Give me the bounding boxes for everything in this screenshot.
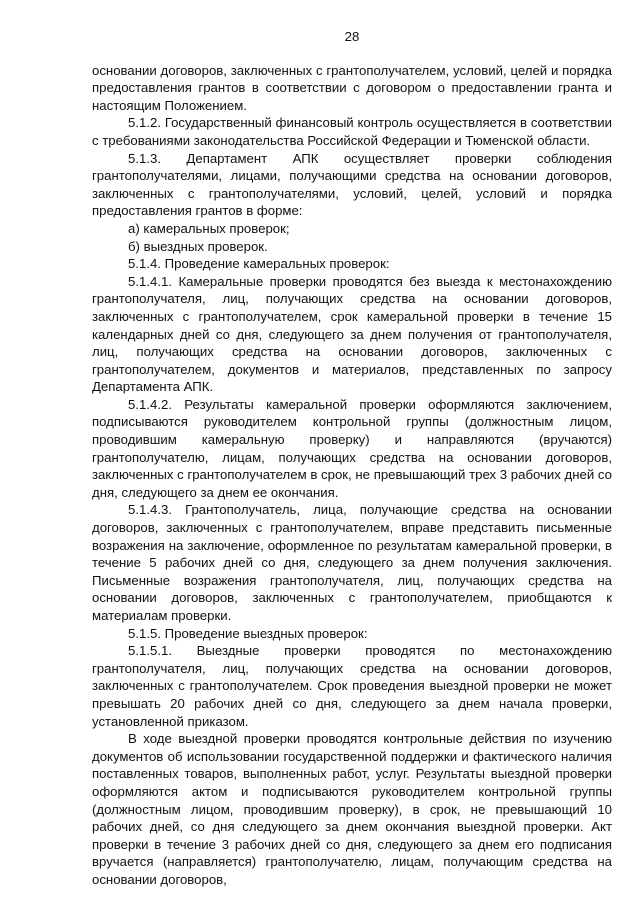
document-body xyxy=(92,62,612,889)
paragraph: 5.1.4.3. Грантополучатель, лица, получающие средства на основании договоров, заключенных с грантополучателем, вправе представить письменные возражения на заключение, оформленное по результатам камеральной проверки, в течение 5 рабочих дней со дня, следующего за днем получения заключения. Письменные возражения грантополучателя, лиц, получающих средства на основании договоров, заключенных с грантополучателем, приобщаются к материалам проверки. xyxy=(92,502,612,623)
section-heading: 5.1.4. Проведение камеральных проверок: xyxy=(128,256,390,272)
paragraph: 5.1.4.1. Камеральные проверки проводятся без выезда к местонахождению грантополучателя, лиц, получающих средства на основании договоров, заключенных с грантополучателем, срок камеральной проверки в течение 15 календарных дней со дня, следующего за днем получения от грантополучателя, лиц, получающих средства на основании договоров, заключенных с грантополучателем, документов и материалов, представленных по запросу Департамента АПК. xyxy=(92,273,612,395)
paragraph: 5.1.2. Государственный финансовый контроль осуществляется в соответствии с требованиями законодательства Российской Федерации и Тюменской области. xyxy=(92,115,612,148)
document-page xyxy=(92,28,612,889)
paragraph: 5.1.3. Департамент АПК осуществляет проверки соблюдения грантополучателями, лицами, получающими средства на основании договоров, заключенных с грантополучателями, условий, целей, условий и порядка предоставления грантов в форме: xyxy=(92,150,612,219)
list-item: б) выездных проверок. xyxy=(128,238,268,254)
paragraph: В ходе выездной проверки проводятся контрольные действия по изучению документов об использовании государственной поддержки и фактического наличия поставленных товаров, выполненных работ, услуг. Результаты выездной проверки оформляются актом и подписываются руководителем контрольной группы (должностным лицом, проводившим проверку), в срок, не превышающий 10 рабочих дней, со дня следующего за днем окончания выездной проверки. Акт проверки в течение 3 рабочих дней со дня, следующего за днем его подписания вручается (направляется) грантополучателю, лицам, получающим средства на основании договоров, xyxy=(92,731,612,887)
paragraph: 5.1.5.1. Выездные проверки проводятся по местонахождению грантополучателя, лиц, получающих средства на основании договоров, заключенных с грантополучателем. Срок проведения выездной проверки не может превышать 20 рабочих дней со дня, следующего за днем начала проверки, установленной приказом. xyxy=(92,643,612,729)
paragraph: 5.1.4.2. Результаты камеральной проверки оформляются заключением, подписываются руководителем контрольной группы (должностным лицом, проводившим камеральную проверку) и направляются (вручаются) грантополучателю, лицам, получающих средства на основании договоров, заключенных с грантополучателем в срок, не превышающий трех 3 рабочих дней со дня, следующего за днем ее окончания. xyxy=(92,396,612,500)
section-heading: 5.1.5. Проведение выездных проверок: xyxy=(128,625,368,641)
paragraph: основании договоров, заключенных с грантополучателем, условий, целей и порядка предоставления грантов в соответствии с договором о предоставлении гранта и настоящим Положением. xyxy=(92,62,612,113)
page-number: 28 xyxy=(344,29,360,44)
list-item: а) камеральных проверок; xyxy=(128,220,290,236)
